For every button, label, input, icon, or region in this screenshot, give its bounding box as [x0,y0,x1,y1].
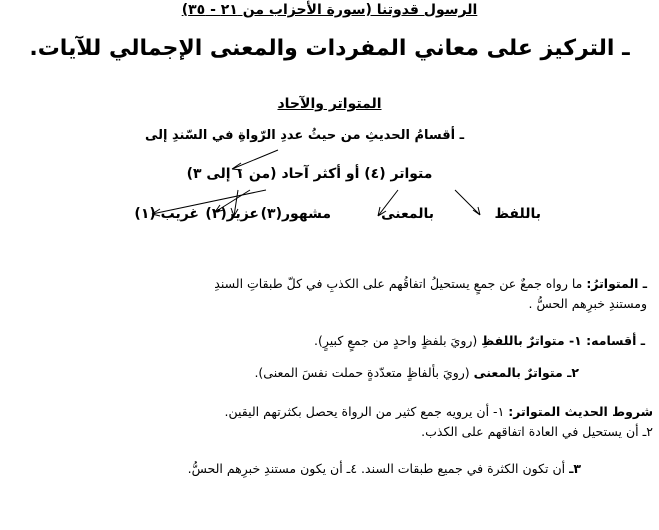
lesson-title: الرسول قدوتنا (سورة الأحزاب من ٢١ - ٣٥) [181,2,478,18]
condition-3-number: ٣ـ [569,461,581,476]
definition-line-1 [214,276,647,291]
main-heading: ـ التركيز على معاني المفردات والمعنى الإجمالي للآيات. [29,36,630,61]
hadith-division-root: ـ أقسامُ الحديثِ من حيثُ عددِ الرّواةِ في السّندِ إلى [144,128,465,143]
arrow-ahad-to-aziz [215,190,250,212]
condition-3-4: أن تكون الكثرة في جميع طبقات السند. ٤ـ أن يكون مستندِ خبرِهم الحسُّ. [187,461,570,476]
gharib-label: غريب (١) [134,206,199,222]
arrow-root-to-ahad [232,150,278,170]
section-title: المتواتر والآحاد [277,96,382,112]
mutawatir-ahad-line: متواتر (٤) أو أكثر آحاد (من ١ إلى ٣) [186,166,433,182]
types-line-2 [254,365,579,380]
definition-term: ـ المتواترُ: [586,276,647,291]
types-label: ـ أقسامه: ١- متواترٌ باللفظِ [481,333,645,348]
types-second-label: ٢ـ متواترٌ بالمعنى [473,365,579,380]
conditions-line-3 [188,461,581,476]
conditions-line-1 [225,404,654,419]
bil-mana-label: بالمعنى [381,206,434,222]
arrow-ahad-to-gharib [231,190,238,216]
types-second-rest: (رويَ بألفاظٍ متعدّدةٍ حملت نفسَ المعنى). [254,365,474,380]
bil-lafz-label: باللفظ [494,206,541,222]
aziz-label: عزيز(٢) [205,206,259,222]
definition-line-2: ومستندِ خبرِهم الحسُّ . [528,296,647,311]
arrow-ahad-to-mashhur [152,190,266,216]
condition-2: ٢ـ أن يستحيل في العادة اتفاقهم على الكذب. [421,424,653,439]
condition-1: ١- أن يرويه جمع كثير من الرواة يحصل بكثرتهم اليقين. [224,404,509,419]
types-first-rest: (رويَ بلفظٍ واحدٍ من جمعٍ كبيرٍ). [314,333,482,348]
arrow-mutawatir-to-mana [378,190,398,216]
mashhur-label: مشهور(٣) [260,206,331,222]
arrow-mutawatir-to-lafz [455,190,480,215]
types-line-1 [314,333,645,348]
conditions-label: شروط الحديث المتواتر: [508,404,653,419]
definition-text-1: ما رواه جمعٌ عن جمعٍ يستحيلُ اتفاقُهم على الكذبِ في كلّ طبقاتِ السندِ [214,276,587,291]
